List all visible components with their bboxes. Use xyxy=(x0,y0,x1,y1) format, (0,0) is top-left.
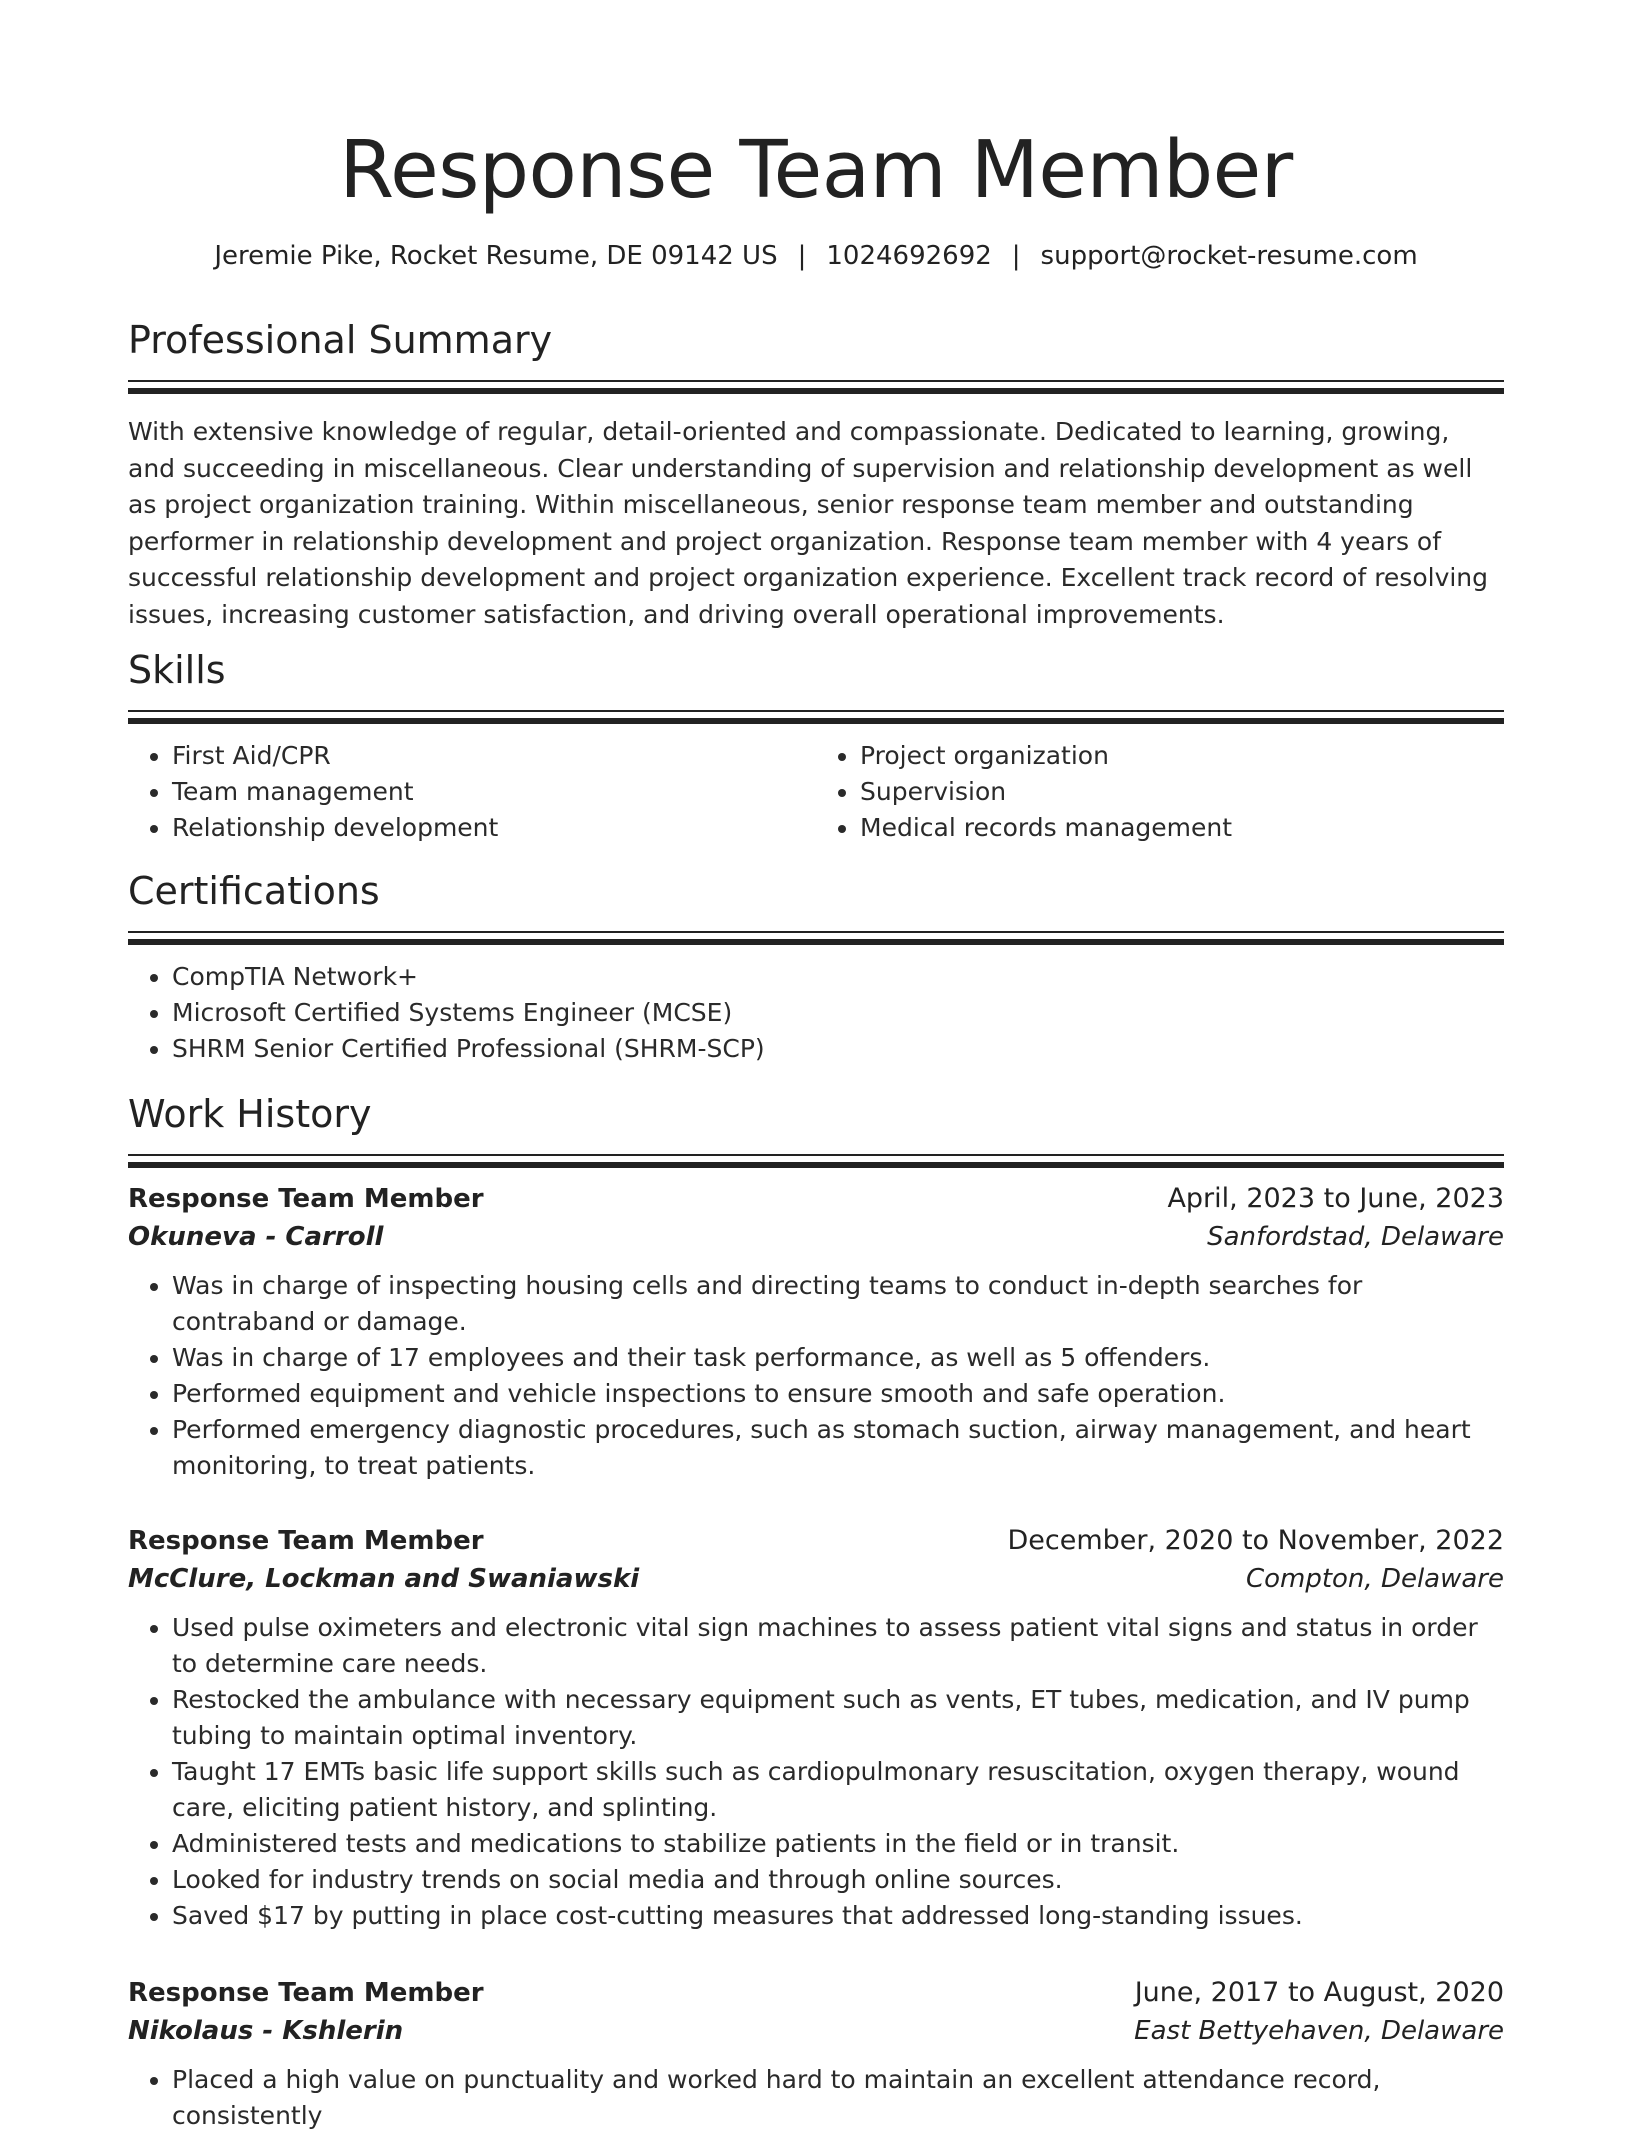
section-divider xyxy=(128,380,1504,394)
job-duty: • Was in charge of 17 employees and their task performance, as well as 5 offenders. xyxy=(172,1340,1504,1376)
skill-item: • Project organization xyxy=(860,738,1504,774)
job-duty: • Placed a high value on punctuality and worked hard to maintain an excellent attendance record, consistently xyxy=(172,2062,1504,2134)
job-duty: • Looked for industry trends on social media and through online sources. xyxy=(172,1862,1504,1898)
job-duties-list xyxy=(128,1268,1504,1484)
job-duty: • Saved $17 by putting in place cost-cutting measures that addressed long-standing issues. xyxy=(172,1898,1504,1934)
job-duty: • Was in charge of inspecting housing cells and directing teams to conduct in-depth searches for contraband or damage. xyxy=(172,1268,1504,1340)
job-duty: • Administered tests and medications to stabilize patients in the field or in transit. xyxy=(172,1826,1504,1862)
job-subheader-row xyxy=(128,2012,1504,2050)
job-title: Response Team Member xyxy=(128,1184,484,1214)
job-company: Nikolaus - Kshlerin xyxy=(128,2016,404,2046)
job-entry xyxy=(128,1522,1504,1934)
job-location: East Bettyehaven, Delaware xyxy=(1134,2016,1504,2046)
section-divider xyxy=(128,931,1504,945)
skills-list-left xyxy=(128,738,816,846)
job-duty: • Performed emergency diagnostic procedures, such as stomach suction, airway management, and heart monitoring, to treat patients. xyxy=(172,1412,1504,1484)
job-duty: • Taught 17 EMTs basic life support skills such as cardiopulmonary resuscitation, oxygen therapy, wound care, eliciting patient history, and splinting. xyxy=(172,1754,1504,1826)
section-divider xyxy=(128,710,1504,724)
skill-item: • First Aid/CPR xyxy=(172,738,816,774)
certification-item: • Microsoft Certified Systems Engineer (MCSE) xyxy=(172,995,1504,1031)
job-duty: • Performed equipment and vehicle inspections to ensure smooth and safe operation. xyxy=(172,1376,1504,1412)
job-header-row xyxy=(128,1180,1504,1218)
job-dates: December, 2020 to November, 2022 xyxy=(1007,1525,1504,1556)
job-duties-list xyxy=(128,2062,1504,2134)
professional-summary-section xyxy=(128,316,1504,633)
skill-item: • Team management xyxy=(172,774,816,810)
section-heading: Skills xyxy=(128,648,226,692)
job-location: Sanfordstad, Delaware xyxy=(1207,1222,1504,1252)
summary-text: With extensive knowledge of regular, detail-oriented and compassionate. Dedicated to learning, growing, and succeeding in miscellaneous. Clear understanding of supervision and relationship development as well as project organization training. Within miscellaneous, senior response team member and outstanding performer in relationship development and project organization. Response team member with 4 years of successful relationship development and project organization experience. Excellent track record of resolving issues, increasing customer satisfaction, and driving overall operational improvements. xyxy=(128,417,1489,629)
skills-columns xyxy=(128,738,1504,846)
job-entry xyxy=(128,1180,1504,1484)
job-duty: • Used pulse oximeters and electronic vital sign machines to assess patient vital signs and status in order to determine care needs. xyxy=(172,1610,1504,1682)
job-entry xyxy=(128,1974,1504,2134)
skills-list-right xyxy=(816,738,1504,846)
section-heading: Work History xyxy=(128,1092,372,1136)
job-company: Okuneva - Carroll xyxy=(128,1222,384,1252)
skill-item: • Supervision xyxy=(860,774,1504,810)
certification-item: • SHRM Senior Certified Professional (SHRM-SCP) xyxy=(172,1031,1504,1067)
job-title: Response Team Member xyxy=(128,1526,484,1556)
contact-address: Jeremie Pike, Rocket Resume, DE 09142 US xyxy=(214,241,778,271)
work-history-section xyxy=(128,1090,1504,1168)
skills-section xyxy=(128,646,1504,846)
skill-item: • Relationship development xyxy=(172,810,816,846)
job-subheader-row xyxy=(128,1560,1504,1598)
skill-item: • Medical records management xyxy=(860,810,1504,846)
job-dates: June, 2017 to August, 2020 xyxy=(1134,1977,1504,2008)
job-location: Compton, Delaware xyxy=(1245,1564,1504,1594)
section-heading: Professional Summary xyxy=(128,318,553,362)
job-subheader-row xyxy=(128,1218,1504,1256)
certifications-list xyxy=(128,959,1504,1067)
resume-title: Response Team Member xyxy=(339,124,1293,216)
contact-separator: | xyxy=(797,241,807,271)
section-divider xyxy=(128,1154,1504,1168)
job-header-row xyxy=(128,1974,1504,2012)
contact-line xyxy=(0,238,1632,274)
job-company: McClure, Lockman and Swaniawski xyxy=(128,1564,640,1594)
certification-item: • CompTIA Network+ xyxy=(172,959,1504,995)
job-header-row xyxy=(128,1522,1504,1560)
contact-email: support@rocket-resume.com xyxy=(1040,241,1418,271)
certifications-section xyxy=(128,867,1504,1067)
section-heading: Certifications xyxy=(128,869,380,913)
job-title: Response Team Member xyxy=(128,1978,484,2008)
job-dates: April, 2023 to June, 2023 xyxy=(1167,1183,1504,1214)
contact-separator: | xyxy=(1011,241,1021,271)
job-duty: • Restocked the ambulance with necessary equipment such as vents, ET tubes, medication, and IV pump tubing to maintain optimal inventory. xyxy=(172,1682,1504,1754)
contact-phone: 1024692692 xyxy=(826,241,992,271)
job-duties-list xyxy=(128,1610,1504,1934)
